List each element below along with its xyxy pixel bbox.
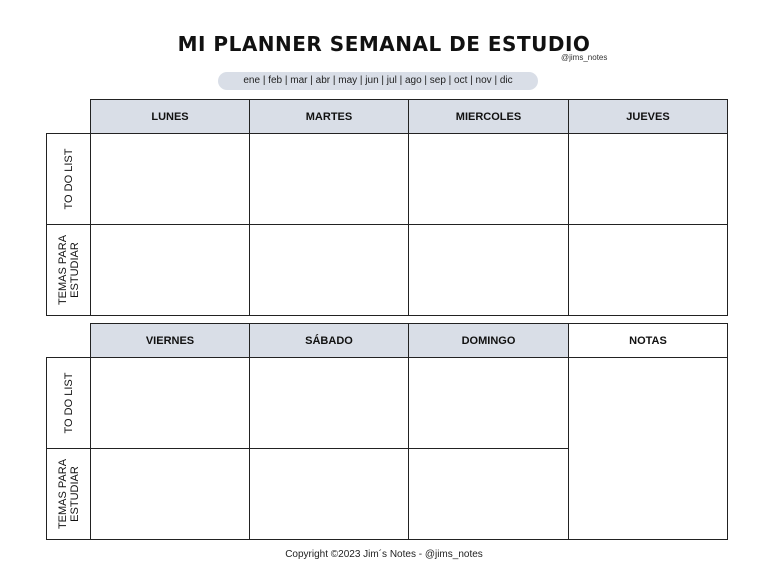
notes-area[interactable] [569, 358, 728, 540]
temas-cell-domingo[interactable] [409, 449, 569, 540]
temas-cell-miercoles[interactable] [409, 225, 569, 316]
day-header-lunes: LUNES [91, 100, 250, 134]
temas-line-2: ESTUDIAR [68, 242, 81, 298]
week-table-1 [46, 99, 728, 316]
temas-cell-jueves[interactable] [569, 225, 728, 316]
temas-cell-viernes[interactable] [91, 449, 250, 540]
todo-cell-sabado[interactable] [250, 358, 409, 449]
planner-title: MI PLANNER SEMANAL DE ESTUDIO [177, 32, 591, 56]
day-header-domingo: DOMINGO [409, 324, 569, 358]
day-header-martes: MARTES [250, 100, 409, 134]
todo-cell-viernes[interactable] [91, 358, 250, 449]
table-corner [47, 324, 91, 358]
day-header-miercoles: MIERCOLES [409, 100, 569, 134]
week-table-2 [46, 323, 728, 540]
row-label-todo [47, 358, 91, 449]
row-label-temas-text [57, 459, 81, 529]
temas-cell-martes[interactable] [250, 225, 409, 316]
copyright-footer: Copyright ©2023 Jim´s Notes - @jims_notes [285, 549, 483, 560]
row-label-temas [47, 225, 91, 316]
table-corner [47, 100, 91, 134]
day-header-viernes: VIERNES [91, 324, 250, 358]
temas-line-1: TEMAS PARA [56, 234, 69, 306]
temas-line-2: ESTUDIAR [68, 466, 81, 522]
day-header-sabado: SÁBADO [250, 324, 409, 358]
row-label-temas [47, 449, 91, 540]
temas-line-1: TEMAS PARA [56, 458, 69, 530]
author-handle: @jims_notes [561, 53, 608, 62]
todo-cell-miercoles[interactable] [409, 134, 569, 225]
row-label-todo-text: TO DO LIST [62, 372, 75, 434]
day-header-jueves: JUEVES [569, 100, 728, 134]
temas-cell-lunes[interactable] [91, 225, 250, 316]
row-label-todo-text: TO DO LIST [62, 148, 75, 210]
month-selector: ene | feb | mar | abr | may | jun | jul | ago | sep | oct | nov | dic [218, 72, 538, 90]
row-label-temas-text [57, 235, 81, 305]
todo-cell-jueves[interactable] [569, 134, 728, 225]
todo-cell-martes[interactable] [250, 134, 409, 225]
todo-cell-lunes[interactable] [91, 134, 250, 225]
notes-header: NOTAS [569, 324, 728, 358]
todo-cell-domingo[interactable] [409, 358, 569, 449]
row-label-todo [47, 134, 91, 225]
temas-cell-sabado[interactable] [250, 449, 409, 540]
